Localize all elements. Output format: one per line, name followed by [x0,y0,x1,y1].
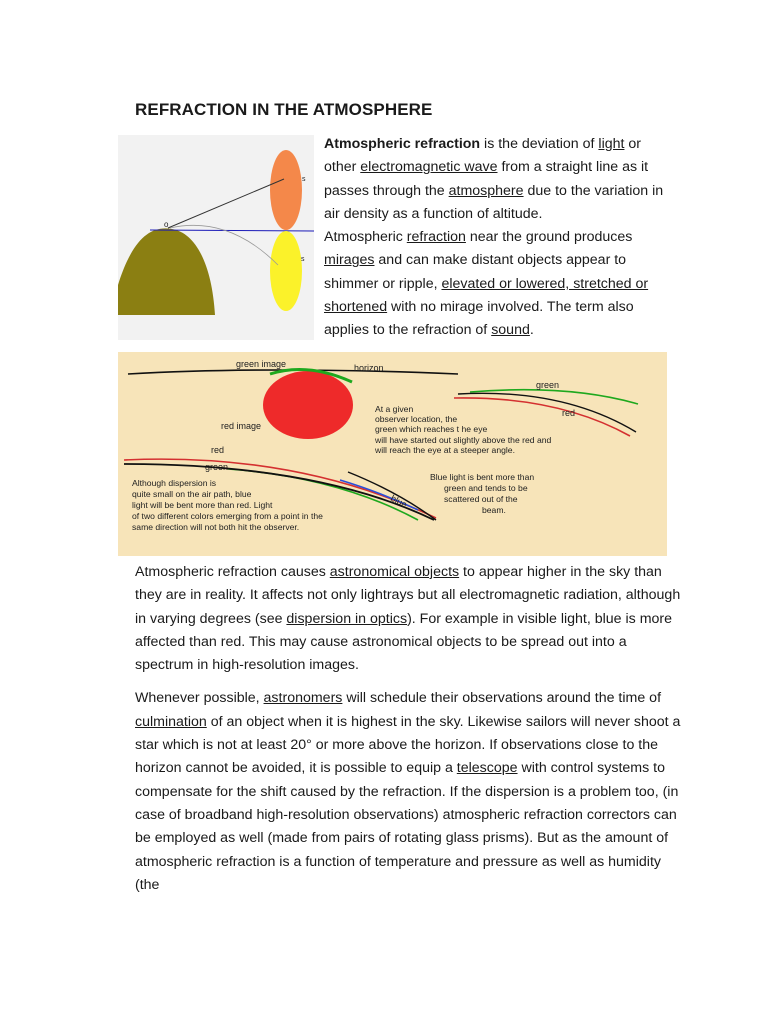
text: and can make distant objects appear to shimmer or ripple, [324,252,627,292]
paragraph [135,687,685,897]
label-green-right: green [536,380,560,390]
link-dispersion-in-optics[interactable]: dispersion in optics [286,610,408,627]
text: ). For example in visible light, blue is more affected than red. This may cause astronomical objects to be spread out into a spectrum in high-resolution images. [135,610,673,674]
page-title: REFRACTION IN THE ATMOSPHERE [135,100,433,119]
sun-red [263,371,353,439]
link-mirages[interactable]: mirages [324,252,375,269]
text: to appear higher in the sky than they are in reality. It affects not only lightrays but all electromagnetic radiation, although in varying degrees (see [135,564,681,627]
label-sun-top: s [302,176,306,183]
link-astronomical-objects[interactable]: astronomical objects [329,564,460,580]
intro-paragraph [324,133,674,343]
paragraph [135,561,685,677]
text: Whenever possible, [135,690,264,707]
text: of an object when it is highest in the sky. Likewise sailors will never shoot a star which is not at least 20° or more above the horizon. If observations close to the horizon cannot be avoided, it is possible to equip a [135,713,681,777]
text: with control systems to compensate for the shift caused by the refraction. If the dispersion is a problem too, (in case of broadband high-resolution observations) atmospheric refraction correctors can be employed as well (made from pairs of rotating glass prisms). But as the amount of atmospheric refraction is a function of temperature and pressure as well as humidity (the [135,760,679,893]
dispersion-figure [118,352,667,556]
label-blue: blue [389,492,409,510]
note-dispersion-line: quite small on the air path, blue [132,489,252,499]
note-blue-line: Blue light is bent more than [430,472,535,482]
label-observer: o [164,220,169,229]
note-blue-line: beam. [482,505,506,515]
text: Atmospheric refraction causes [135,564,330,580]
note-observer-line: observer location, the [375,414,458,424]
note-dispersion-line: Although dispersion is [132,478,217,488]
note-observer-line: green which reaches t he eye [375,424,488,434]
link-atmosphere[interactable]: atmosphere [448,182,524,199]
body-text [135,561,685,907]
label-red-right: red [562,408,576,418]
term-atmospheric-refraction: Atmospheric refraction [324,136,481,152]
label-red-left: red [211,445,225,455]
note-blue-line: scattered out of the [444,494,518,504]
label-red-image: red image [221,421,262,431]
link-culmination[interactable]: culmination [135,713,207,730]
link-sound[interactable]: sound [491,322,530,339]
text: near the ground produces [465,229,633,246]
label-green-image: green image [236,359,287,369]
link-electromagnetic-wave[interactable]: electromagnetic wave [360,159,498,176]
label-sun-bottom: s [301,256,305,263]
note-blue-line: green and tends to be [444,483,528,493]
text: is the deviation of [480,136,599,152]
text: . [529,322,534,339]
note-dispersion-line: light will be bent more than red. Light [132,500,273,510]
note-dispersion-line: of two different colors emerging from a point in the [132,511,323,521]
link-telescope[interactable]: telescope [456,760,518,777]
link-light[interactable]: light [598,136,625,152]
note-observer-line: will reach the eye at a steeper angle. [375,445,515,455]
note-observer-line: will have started out slightly above the red and [375,435,552,445]
link-elevated-lowered[interactable]: elevated or lowered, stretched or shortened [324,275,649,316]
text: will schedule their observations around the time of [342,690,662,707]
note-dispersion-line: same direction will not both hit the observer. [132,522,300,532]
sun-refraction-figure [118,135,314,340]
label-horizon: horizon [354,363,384,373]
real-sun [270,150,302,230]
link-refraction[interactable]: refraction [406,229,466,246]
note-observer-line: At a given [375,404,414,414]
text: or other [324,136,642,176]
text: from a straight line as it passes through the [324,159,649,199]
text: due to the variation in air density as a function of altitude. [324,182,664,222]
apparent-sun [270,231,302,311]
link-astronomers[interactable]: astronomers [263,690,343,707]
label-green-left: green [205,462,229,472]
text: with no mirage involved. The term also applies to the refraction of [324,299,634,339]
text: Atmospheric [324,229,407,246]
